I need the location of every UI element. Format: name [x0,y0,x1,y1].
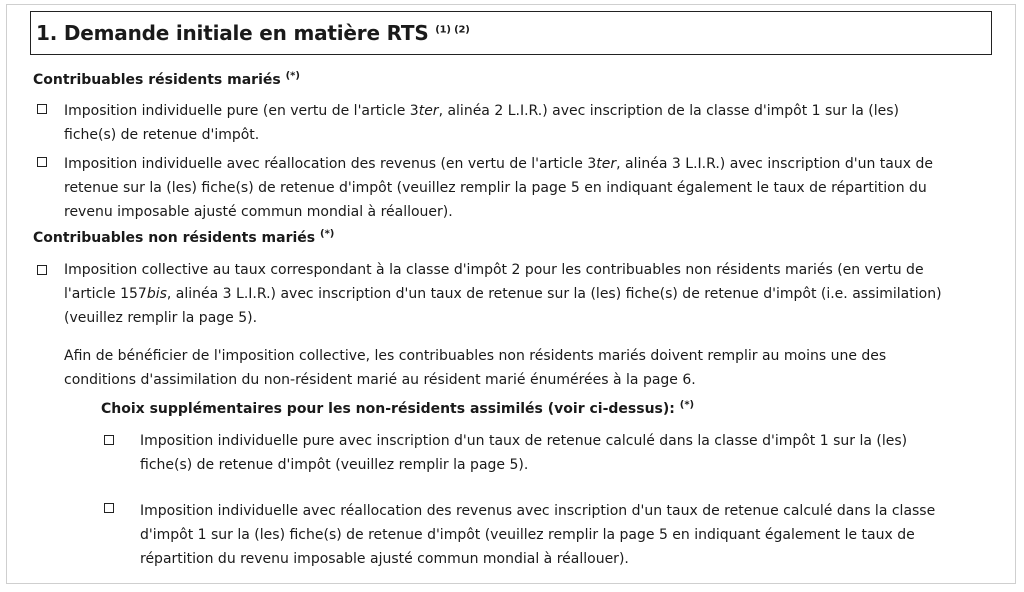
assimilation-info-text: Afin de bénéficier de l'imposition collective, les contribuables non résidents mariés doivent remplir au moins une des conditions d'assimilation du non-résident marié au résident marié énumérées à la page 6. [64,348,887,388]
option-assimilated-pure-individual: Imposition individuelle pure avec inscription d'un taux de retenue calculé dans la classe d'impôt 1 sur la (les) fiche(s) de retenue d'impôt (veuillez remplir la page 5). [140,433,908,473]
option-nonresident-collective: Imposition collective au taux correspondant à la classe d'impôt 2 pour les contribuables non résidents mariés (en vertu de l'article 157bis, alinéa 3 L.I.R.) avec inscription d'un taux de retenue sur la (les) fiche(s) de retenue d'impôt (i.e. assimilation) (veuillez remplir la page 5). [64,262,942,326]
option-assimilated-reallocation: Imposition individuelle avec réallocation des revenus avec inscription d'un taux de retenue calculé dans la classe d'impôt 1 sur la (les) fiche(s) de retenue d'impôt (veuillez remplir la page 5 en indiquant également le taux de répartition du revenu imposable ajusté commun mondial à réallouer). [140,503,936,567]
checkbox-resident-reallocation[interactable] [37,157,47,167]
checkbox-assimilated-pure-individual[interactable] [104,435,114,445]
section-title-box [30,11,992,55]
option-resident-reallocation: Imposition individuelle avec réallocation des revenus (en vertu de l'article 3ter, alinéa 3 L.I.R.) avec inscription d'un taux de retenue sur la (les) fiche(s) de retenue d'impôt (veuillez remplir la page 5 en indiquant également le taux de répartition du revenu imposable ajusté commun mondial à réallouer). [64,156,933,220]
title-footnote-refs: (1) (2) [435,24,470,36]
nonresidents-heading: Contribuables non résidents mariés (*) [33,228,335,246]
assimilated-extra-choices-heading: Choix supplémentaires pour les non-résidents assimilés (voir ci-dessus): (*) [101,399,695,417]
option-resident-pure-individual: Imposition individuelle pure (en vertu de l'article 3ter, alinéa 2 L.I.R.) avec inscription de la classe d'impôt 1 sur la (les) fiche(s) de retenue d'impôt. [64,103,900,143]
checkbox-resident-pure-individual[interactable] [37,104,47,114]
checkbox-assimilated-reallocation[interactable] [104,503,114,513]
residents-heading: Contribuables résidents mariés (*) [33,70,300,88]
checkbox-nonresident-collective[interactable] [37,265,47,275]
section-title: 1. Demande initiale en matière RTS $^{(1) (2)}$ [36,21,470,45]
